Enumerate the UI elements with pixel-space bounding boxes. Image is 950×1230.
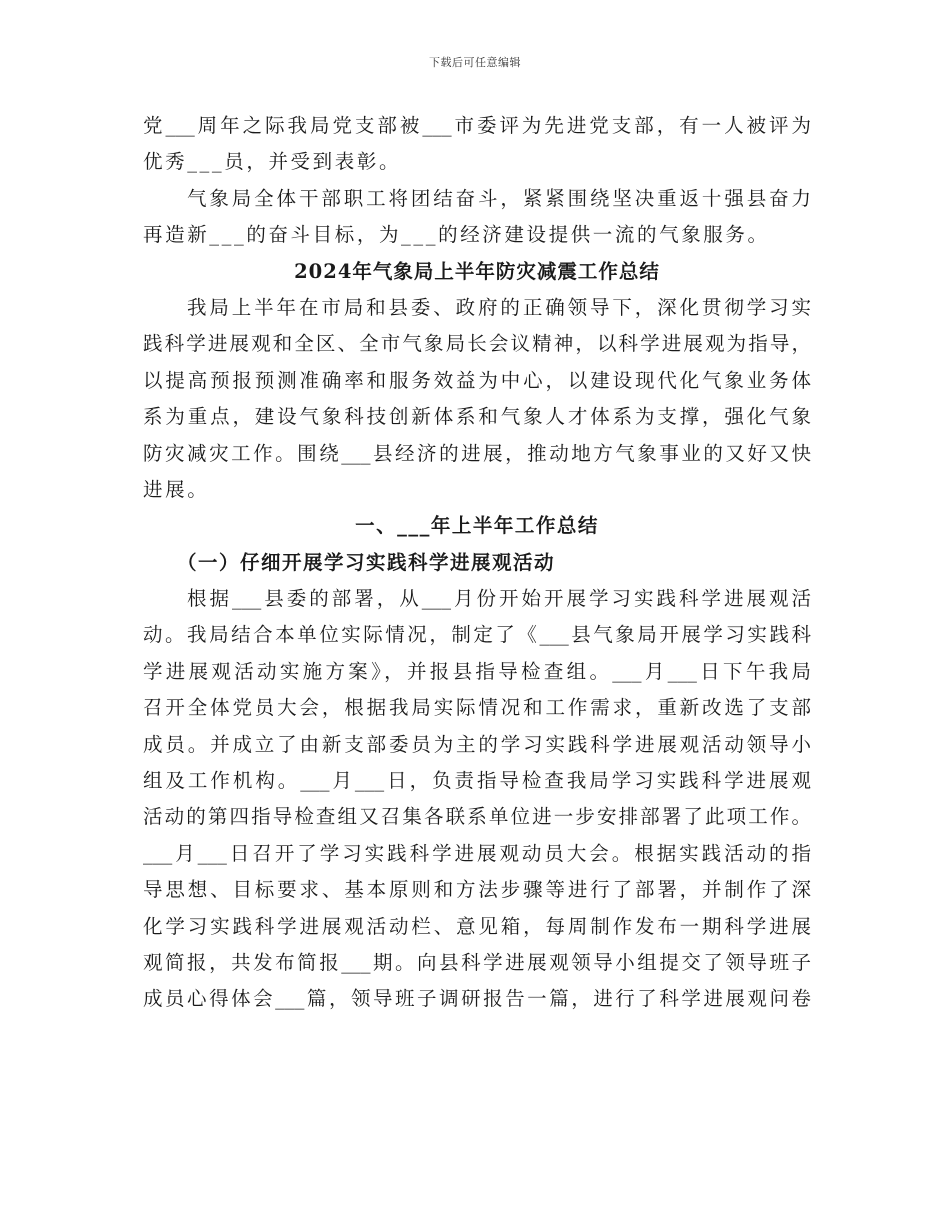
text-line: 根据___县委的部署，从___月份开始开展学习实践科学进展观活 <box>187 587 811 611</box>
document-body <box>143 108 811 1018</box>
text-line: 活动的第四指导检查组又召集各联系单位进一步安排部署了此项工作。 <box>143 805 811 829</box>
text-line: 气象局全体干部职工将团结奋斗，紧紧围绕坚决重返十强县奋力 <box>187 186 811 210</box>
section-heading: 一、___年上半年工作总结 <box>355 514 599 538</box>
text-line: 召开全体党员大会，根据我局实际情况和工作需求，重新改选了支部 <box>143 696 811 720</box>
text-line: 导思想、目标要求、基本原则和方法步骤等进行了部署，并制作了深 <box>143 878 811 902</box>
text-line: 党___周年之际我局党支部被___市委评为先进党支部，有一人被评为 <box>143 114 811 137</box>
text-line: 防灾减灾工作。围绕___县经济的进展，推动地方气象事业的又好又快 <box>143 441 811 465</box>
text-line: 我局上半年在市局和县委、政府的正确领导下，深化贯彻学习实 <box>187 295 811 319</box>
text-line: 观简报，共发布简报___期。向县科学进展观领导小组提交了领导班子 <box>143 950 811 974</box>
text-line: 动。我局结合本单位实际情况，制定了《___县气象局开展学习实践科 <box>143 623 811 647</box>
text-line: ___月___日召开了学习实践科学进展观动员大会。根据实践活动的指 <box>143 841 811 865</box>
text-line: 再造新___的奋斗目标，为___的经济建设提供一流的气象服务。 <box>143 223 770 247</box>
text-line: 系为重点，建设气象科技创新体系和气象人才体系为支撑，强化气象 <box>143 405 811 429</box>
text-line: 进展。 <box>143 477 210 501</box>
page-header-note: 下载后可任意编辑 <box>429 56 521 69</box>
text-line: 以提高预报预测准确率和服务效益为中心，以建设现代化气象业务体 <box>143 368 811 392</box>
text-line: 化学习实践科学进展观活动栏、意见箱，每周制作发布一期科学进展 <box>143 914 811 938</box>
text-line: 成员。并成立了由新支部委员为主的学习实践科学进展观活动领导小 <box>143 732 811 756</box>
text-line: 成员心得体会___篇，领导班子调研报告一篇，进行了科学进展观问卷 <box>143 987 811 1011</box>
text-line: 组及工作机构。___月___日，负责指导检查我局学习实践科学进展观 <box>143 769 811 793</box>
subsection-heading: （一）仔细开展学习实践科学进展观活动 <box>177 550 556 574</box>
text-line: 学进展观活动实施方案》，并报县指导检查组。___月___日下午我局 <box>143 659 811 683</box>
text-line: 践科学进展观和全区、全市气象局长会议精神，以科学进展观为指导， <box>143 332 811 356</box>
text-line: 优秀___员，并受到表彰。 <box>143 150 402 174</box>
document-title: 2024年气象局上半年防灾减震工作总结 <box>294 259 660 283</box>
